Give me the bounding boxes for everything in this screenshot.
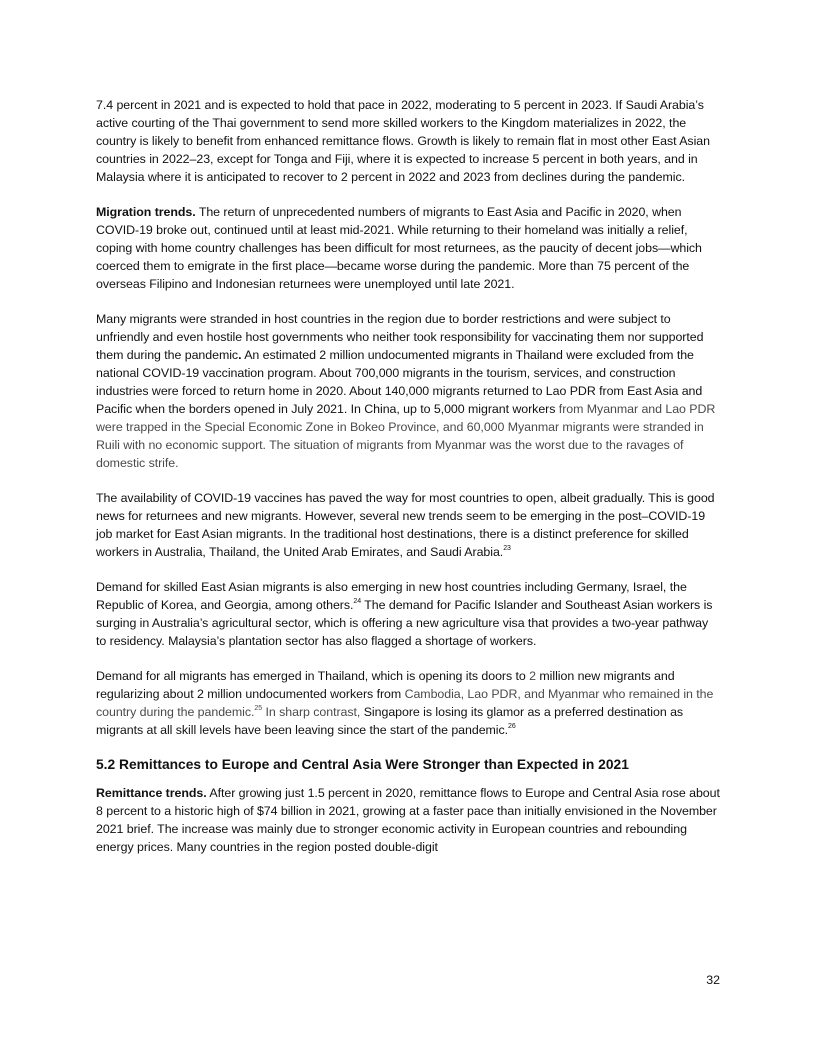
paragraph-text-grey: Cambodia, Lao PDR, and Myanmar who remained in the country during the pandemic. bbox=[96, 687, 714, 719]
paragraph-thailand-demand bbox=[96, 667, 720, 739]
section-heading: 5.2 Remittances to Europe and Central Asia Were Stronger than Expected in 2021 bbox=[96, 757, 629, 772]
paragraph-text: million new migrants and regularizing about 2 million undocumented workers from bbox=[96, 669, 675, 701]
paragraph-remittance-trends bbox=[96, 784, 720, 856]
paragraph-growth-outlook bbox=[96, 96, 720, 186]
paragraph-vaccines bbox=[96, 489, 720, 561]
paragraph-lead: Migration trends. bbox=[96, 205, 196, 219]
footnote-ref-24[interactable]: 24 bbox=[353, 597, 362, 605]
paragraph-text: The availability of COVID-19 vaccines has paved the way for most countries to open, albeit gradually. This is good news for returnees and new migrants. However, several new trends seem to be emerging in the post–COVID-19 job market for East Asian migrants. In the traditional host destinations, there is a distinct preference for skilled workers in Australia, Thailand, the United Arab Emirates, and Saudi Arabia. bbox=[96, 491, 715, 559]
paragraph-text-grey: 2 bbox=[529, 669, 537, 683]
page-number: 32 bbox=[706, 973, 720, 987]
paragraph-text: Demand for all migrants has emerged in Thailand, which is opening its doors to bbox=[96, 669, 530, 683]
paragraph-text: Many migrants were stranded in host countries in the region due to border restrictions and were subject to unfriendly and even hostile host governments who neither took responsibility for vaccinating them nor supported them during the pandemic bbox=[96, 312, 704, 362]
footnote-ref-26[interactable]: 26 bbox=[508, 722, 516, 730]
paragraph-text-grey: from Myanmar and Lao PDR were trapped in the Special Economic Zone in Bokeo Province, and 60,000 Myanmar migrants were stranded in Ruili with no economic support. The situation of migrants from Myanmar was the worst due to the ravages of domestic strife. bbox=[96, 402, 716, 470]
paragraph-stranded-migrants bbox=[96, 310, 720, 472]
paragraph-text: Demand for skilled East Asian migrants is also emerging in new host countries including Germany, Israel, the Republic of Korea, and Georgia, among others. bbox=[96, 580, 687, 612]
paragraph-text: An estimated 2 million undocumented migrants in Thailand were excluded from the national COVID-19 vaccination program. About 700,000 migrants in the tourism, services, and construction industries were forced to return home in 2020. About 140,000 migrants returned to Lao PDR from East Asia and Pacific when the borders opened in July 2021. In China, up to 5,000 migrant workers bbox=[96, 348, 703, 416]
paragraph-text-grey: In sharp contrast, bbox=[262, 705, 361, 719]
paragraph-text: After growing just 1.5 percent in 2020, remittance flows to Europe and Central Asia rose about 8 percent to a historic high of $74 billion in 2021, growing at a faster pace than initially envisioned in the November 2021 brief. The increase was mainly due to stronger economic activity in European countries and rebounding energy prices. Many countries in the region posted double-digit bbox=[96, 786, 720, 854]
paragraph-lead: Remittance trends. bbox=[96, 786, 207, 800]
paragraph-text: Singapore is losing its glamor as a preferred destination as migrants at all skill levels have been leaving since the start of the pandemic. bbox=[96, 705, 684, 737]
footnote-ref-25[interactable]: 25 bbox=[254, 704, 263, 712]
paragraph-text: The return of unprecedented numbers of migrants to East Asia and Pacific in 2020, when COVID-19 broke out, continued until at least mid-2021. While returning to their homeland was initially a relief, coping with home country challenges has been difficult for most returnees, as the paucity of decent jobs—which coerced them to emigrate in the first place—became worse during the pandemic. More than 75 percent of the overseas Filipino and Indonesian returnees were unemployed until late 2021. bbox=[96, 205, 702, 291]
paragraph-skilled-demand bbox=[96, 578, 720, 650]
document-body bbox=[96, 96, 720, 873]
footnote-ref-23[interactable]: 23 bbox=[503, 544, 511, 552]
paragraph-migration-trends bbox=[96, 203, 720, 293]
paragraph-text: 7.4 percent in 2021 and is expected to hold that pace in 2022, moderating to 5 percent in 2023. If Saudi Arabia’s active courting of the Thai government to send more skilled workers to the Kingdom materializes in 2022, the country is likely to benefit from enhanced remittance flows. Growth is likely to remain flat in most other East Asian countries in 2022–23, except for Tonga and Fiji, where it is expected to increase 5 percent in both years, and in Malaysia where it is anticipated to recover to 2 percent in 2022 and 2023 from declines during the pandemic. bbox=[96, 98, 710, 184]
paragraph-bold-period: . bbox=[238, 348, 242, 362]
paragraph-text: The demand for Pacific Islander and Southeast Asian workers is surging in Australia’s agricultural sector, which is offering a new agriculture visa that provides a two-year pathway to residency. Malaysia’s plantation sector has also flagged a shortage of workers. bbox=[96, 598, 713, 648]
